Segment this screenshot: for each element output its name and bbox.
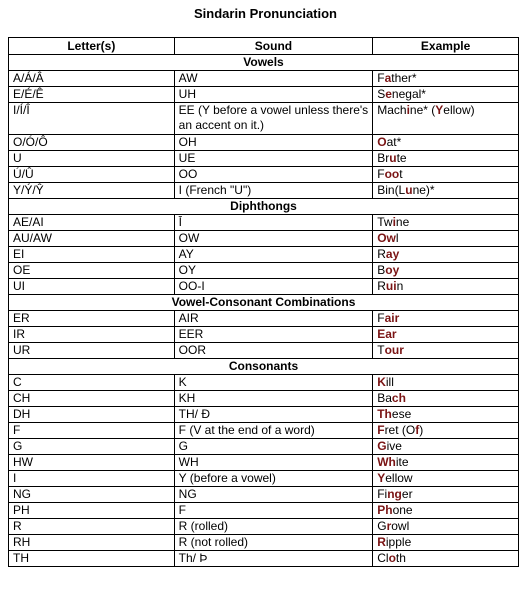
section-title: Consonants xyxy=(9,359,519,375)
example-text: ive xyxy=(386,439,402,453)
cell-letters: O/Ó/Ô xyxy=(9,135,175,151)
table-row xyxy=(9,231,519,247)
cell-sound: G xyxy=(174,439,373,455)
cell-letters: F xyxy=(9,423,175,439)
cell-letters: RH xyxy=(9,535,175,551)
section-title: Vowels xyxy=(9,55,519,71)
table-row xyxy=(9,183,519,199)
cell-example xyxy=(373,327,519,343)
cell-example xyxy=(373,151,519,167)
header-sound: Sound xyxy=(174,38,373,55)
example-highlight: f xyxy=(415,423,420,437)
cell-sound: UH xyxy=(174,87,373,103)
example-text: R xyxy=(377,247,386,261)
cell-sound: Th/ Þ xyxy=(174,551,373,567)
cell-sound: OO xyxy=(174,167,373,183)
table-row xyxy=(9,247,519,263)
cell-example xyxy=(373,279,519,295)
cell-example xyxy=(373,263,519,279)
example-text: F xyxy=(377,71,385,85)
section-header-row xyxy=(9,359,519,375)
example-highlight: ui xyxy=(385,279,397,293)
table-row xyxy=(9,375,519,391)
example-text: n xyxy=(396,279,404,293)
table-row xyxy=(9,343,519,359)
cell-letters: A/Á/Â xyxy=(9,71,175,87)
cell-example xyxy=(373,135,519,151)
example-highlight: i xyxy=(392,215,396,229)
table-row xyxy=(9,471,519,487)
cell-letters: EI xyxy=(9,247,175,263)
example-highlight: e xyxy=(385,87,392,101)
table-row xyxy=(9,407,519,423)
example-highlight: oy xyxy=(385,263,400,277)
example-text: ret (O xyxy=(384,423,416,437)
table-row xyxy=(9,87,519,103)
example-text: owl xyxy=(391,519,410,533)
example-highlight: Y xyxy=(377,471,386,485)
table-row xyxy=(9,487,519,503)
example-text: ne* ( xyxy=(409,103,436,117)
cell-sound: OOR xyxy=(174,343,373,359)
cell-sound: UE xyxy=(174,151,373,167)
header-example: Example xyxy=(373,38,519,55)
example-text: ) xyxy=(419,423,424,437)
example-text: Bin(L xyxy=(377,183,406,197)
cell-sound: AIR xyxy=(174,311,373,327)
cell-example xyxy=(373,375,519,391)
section-header-row xyxy=(9,55,519,71)
cell-letters: AU/AW xyxy=(9,231,175,247)
cell-sound: Y (before a vowel) xyxy=(174,471,373,487)
cell-sound: OY xyxy=(174,263,373,279)
example-highlight: air xyxy=(384,311,400,325)
cell-letters: PH xyxy=(9,503,175,519)
cell-example xyxy=(373,231,519,247)
page-title: Sindarin Pronunciation xyxy=(193,6,337,21)
cell-sound: I (French "U") xyxy=(174,183,373,199)
example-text: ne)* xyxy=(412,183,435,197)
cell-letters: ER xyxy=(9,311,175,327)
cell-example xyxy=(373,519,519,535)
example-text: ese xyxy=(391,407,412,421)
cell-sound: AY xyxy=(174,247,373,263)
cell-example xyxy=(373,487,519,503)
example-highlight: oo xyxy=(384,167,400,181)
example-highlight: Wh xyxy=(377,455,396,469)
table-row xyxy=(9,279,519,295)
example-text: Ba xyxy=(377,391,392,405)
cell-sound: F xyxy=(174,503,373,519)
example-highlight: o xyxy=(388,551,396,565)
cell-letters: NG xyxy=(9,487,175,503)
example-highlight: R xyxy=(377,535,386,549)
example-highlight: a xyxy=(384,71,392,85)
cell-example xyxy=(373,391,519,407)
cell-letters: DH xyxy=(9,407,175,423)
table-row xyxy=(9,503,519,519)
example-text: one xyxy=(392,503,413,517)
example-text: l xyxy=(395,231,399,245)
example-text: ill xyxy=(385,375,394,389)
table-row xyxy=(9,151,519,167)
cell-letters: I xyxy=(9,471,175,487)
cell-sound: NG xyxy=(174,487,373,503)
example-text: S xyxy=(377,87,386,101)
pronunciation-table xyxy=(8,37,519,567)
example-text: Tw xyxy=(377,215,393,229)
example-highlight: our xyxy=(384,343,404,357)
example-text: B xyxy=(377,263,386,277)
table-row xyxy=(9,423,519,439)
section-header-row xyxy=(9,199,519,215)
cell-letters: Y/Ý/Ŷ xyxy=(9,183,175,199)
cell-sound: F (V at the end of a word) xyxy=(174,423,373,439)
example-text: Fi xyxy=(377,487,388,501)
cell-sound: OO-I xyxy=(174,279,373,295)
example-text: negal* xyxy=(391,87,426,101)
example-text: Br xyxy=(377,151,390,165)
table-row xyxy=(9,439,519,455)
cell-example xyxy=(373,439,519,455)
section-title: Diphthongs xyxy=(9,199,519,215)
example-text: F xyxy=(377,311,385,325)
table-row xyxy=(9,135,519,151)
table-header-row xyxy=(9,38,519,55)
example-text: F xyxy=(377,167,385,181)
cell-example xyxy=(373,215,519,231)
cell-letters: CH xyxy=(9,391,175,407)
cell-sound: OW xyxy=(174,231,373,247)
cell-sound: TH/ Ð xyxy=(174,407,373,423)
section-title: Vowel-Consonant Combinations xyxy=(9,295,519,311)
cell-sound: R (rolled) xyxy=(174,519,373,535)
example-highlight: K xyxy=(377,375,386,389)
example-highlight: Y xyxy=(435,103,444,117)
header-letters: Letter(s) xyxy=(9,38,175,55)
table-row xyxy=(9,71,519,87)
cell-example xyxy=(373,103,519,135)
example-text: ellow xyxy=(385,471,413,485)
example-text: Cl xyxy=(377,551,389,565)
cell-sound: KH xyxy=(174,391,373,407)
cell-letters: AE/AI xyxy=(9,215,175,231)
table-row xyxy=(9,263,519,279)
table-row xyxy=(9,551,519,567)
cell-letters: G xyxy=(9,439,175,455)
cell-example xyxy=(373,183,519,199)
cell-example xyxy=(373,343,519,359)
cell-letters: E/É/Ê xyxy=(9,87,175,103)
cell-example xyxy=(373,503,519,519)
example-highlight: ch xyxy=(391,391,406,405)
example-highlight: Ow xyxy=(377,231,396,245)
cell-letters: UR xyxy=(9,343,175,359)
example-highlight: i xyxy=(406,103,410,117)
table-row xyxy=(9,535,519,551)
table-body xyxy=(9,55,519,567)
example-highlight: u xyxy=(405,183,413,197)
cell-letters: I/Í/Î xyxy=(9,103,175,135)
cell-letters: R xyxy=(9,519,175,535)
cell-letters: IR xyxy=(9,327,175,343)
example-text: ther* xyxy=(391,71,417,85)
example-text: ipple xyxy=(385,535,412,549)
cell-sound: K xyxy=(174,375,373,391)
cell-letters: TH xyxy=(9,551,175,567)
example-text: R xyxy=(377,279,386,293)
example-text: T xyxy=(377,343,385,357)
table-row xyxy=(9,167,519,183)
cell-letters: Ú/Û xyxy=(9,167,175,183)
cell-letters: UI xyxy=(9,279,175,295)
cell-sound: R (not rolled) xyxy=(174,535,373,551)
example-highlight: ng xyxy=(387,487,402,501)
table-row xyxy=(9,455,519,471)
example-text: th xyxy=(395,551,406,565)
table-row xyxy=(9,311,519,327)
example-text: te xyxy=(396,151,407,165)
cell-sound: OH xyxy=(174,135,373,151)
cell-example xyxy=(373,71,519,87)
example-highlight: O xyxy=(377,135,387,149)
cell-letters: OE xyxy=(9,263,175,279)
example-highlight: Ear xyxy=(377,327,397,341)
cell-example xyxy=(373,247,519,263)
cell-example xyxy=(373,423,519,439)
cell-sound: EER xyxy=(174,327,373,343)
example-text: ite xyxy=(395,455,409,469)
example-text: ne xyxy=(395,215,410,229)
cell-sound: WH xyxy=(174,455,373,471)
example-highlight: ay xyxy=(385,247,400,261)
table-row xyxy=(9,215,519,231)
cell-letters: HW xyxy=(9,455,175,471)
cell-example xyxy=(373,87,519,103)
example-text: at* xyxy=(386,135,402,149)
example-highlight: F xyxy=(377,423,385,437)
example-text: t xyxy=(399,167,403,181)
example-text: G xyxy=(377,519,387,533)
cell-letters: U xyxy=(9,151,175,167)
example-highlight: Ph xyxy=(377,503,393,517)
example-text: Mach xyxy=(377,103,407,117)
cell-sound: AW xyxy=(174,71,373,87)
example-highlight: Th xyxy=(377,407,392,421)
table-row xyxy=(9,103,519,135)
section-header-row xyxy=(9,295,519,311)
cell-example xyxy=(373,471,519,487)
cell-example xyxy=(373,535,519,551)
cell-sound: EE (Y before a vowel unless there's an accent on it.) xyxy=(174,103,373,135)
cell-letters: C xyxy=(9,375,175,391)
table-row xyxy=(9,391,519,407)
cell-example xyxy=(373,407,519,423)
cell-example xyxy=(373,551,519,567)
example-highlight: G xyxy=(377,439,387,453)
example-highlight: u xyxy=(389,151,397,165)
cell-example xyxy=(373,455,519,471)
cell-example xyxy=(373,311,519,327)
table-row xyxy=(9,327,519,343)
cell-sound: Ī xyxy=(174,215,373,231)
example-highlight: r xyxy=(386,519,392,533)
example-text: er xyxy=(401,487,413,501)
example-text: ellow) xyxy=(443,103,475,117)
cell-example xyxy=(373,167,519,183)
table-row xyxy=(9,519,519,535)
